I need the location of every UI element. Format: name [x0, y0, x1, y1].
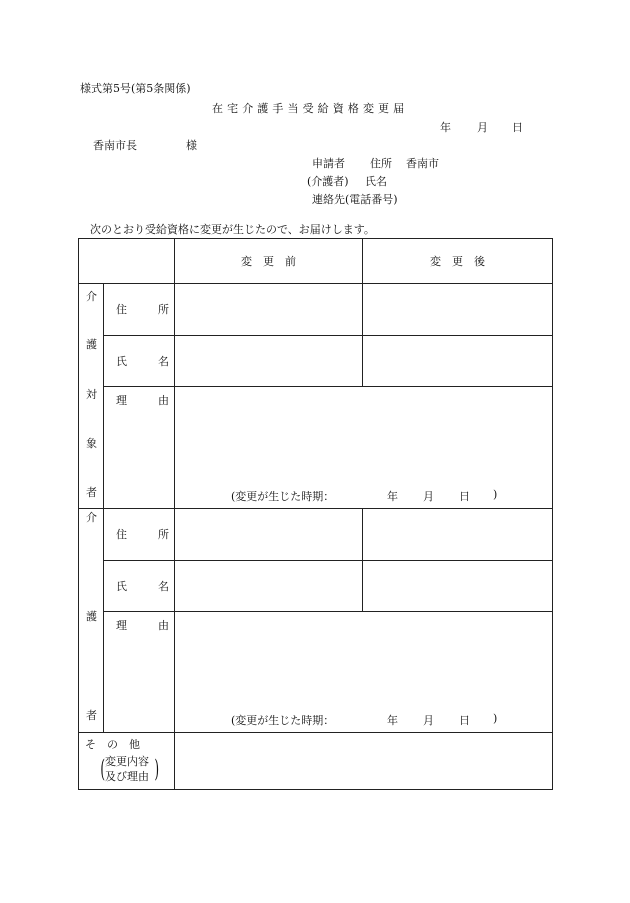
- form-number: 様式第5号(第5条関係): [80, 82, 191, 95]
- section2-address-row: [79, 509, 553, 561]
- change-time-close: ): [493, 488, 498, 501]
- address-label-cell: [104, 284, 175, 336]
- section2-char: 護: [86, 610, 97, 623]
- reason-field[interactable]: [175, 612, 553, 733]
- section1-char: 者: [86, 486, 97, 499]
- change-time-day: 日: [459, 490, 470, 503]
- notice-text: 次のとおり受給資格に変更が生じたので、お届けします。: [90, 223, 375, 236]
- form-title: 在 宅 介 護 手 当 受 給 資 格 変 更 届: [212, 102, 405, 115]
- name-after-field[interactable]: [363, 336, 553, 387]
- date-day: 日: [512, 121, 523, 134]
- address-label-char: 住: [116, 303, 127, 316]
- reason-label-cell: [104, 387, 175, 509]
- section2-reason-row: [79, 612, 553, 733]
- addressee-honorific: 様: [186, 139, 197, 152]
- header-before: 変 更 前: [175, 239, 363, 284]
- name-label-char: 名: [158, 580, 169, 593]
- addressee-name: 香南市長: [93, 139, 137, 152]
- name-label-cell: [104, 336, 175, 387]
- other-label-cell: [79, 733, 175, 790]
- address-label-char: 住: [116, 528, 127, 541]
- section1-char: 対: [86, 388, 97, 401]
- reason-field[interactable]: [175, 387, 553, 509]
- reason-label-char: 理: [116, 619, 127, 632]
- other-paren-left: (: [100, 755, 106, 783]
- address-value: 香南市: [406, 157, 439, 170]
- change-form-table: [78, 238, 553, 790]
- caregiver-label: (介護者): [307, 175, 349, 188]
- applicant-label: 申請者: [312, 157, 345, 170]
- other-row: [79, 733, 553, 790]
- name-label-char: 氏: [116, 580, 127, 593]
- header-row: [79, 239, 553, 284]
- change-time: [231, 488, 531, 503]
- date-month: 月: [477, 121, 488, 134]
- name-label-cell: [104, 561, 175, 612]
- section2-name-row: [79, 561, 553, 612]
- address-before-field[interactable]: [175, 284, 363, 336]
- address-label: 住所: [370, 157, 392, 170]
- section1-reason-row: [79, 387, 553, 509]
- section1-label-cell: [79, 284, 104, 509]
- contact-label: 連絡先(電話番号): [312, 193, 398, 206]
- name-before-field[interactable]: [175, 561, 363, 612]
- change-time-year: 年: [387, 714, 398, 727]
- section2-char: 者: [86, 709, 97, 722]
- change-time-label: (変更が生じた時期：: [231, 490, 335, 503]
- section1-char: 象: [86, 437, 97, 450]
- section2-char: 介: [86, 511, 97, 524]
- name-before-field[interactable]: [175, 336, 363, 387]
- other-field[interactable]: [175, 733, 553, 790]
- address-label-cell: [104, 509, 175, 561]
- change-time-month: 月: [423, 714, 434, 727]
- reason-label-char: 理: [116, 394, 127, 407]
- section2-label-cell: [79, 509, 104, 733]
- address-after-field[interactable]: [363, 284, 553, 336]
- change-time-label: (変更が生じた時期：: [231, 714, 335, 727]
- date-year: 年: [440, 121, 451, 134]
- address-label-char: 所: [158, 303, 169, 316]
- section1-name-row: [79, 336, 553, 387]
- other-paren-right: ): [154, 755, 160, 783]
- header-after: 変 更 後: [363, 239, 553, 284]
- change-time-close: ): [493, 712, 498, 725]
- section1-char: 護: [86, 338, 97, 351]
- change-time-year: 年: [387, 490, 398, 503]
- other-line1: 変更内容: [105, 755, 149, 768]
- name-after-field[interactable]: [363, 561, 553, 612]
- name-label: 氏名: [365, 175, 387, 188]
- address-before-field[interactable]: [175, 509, 363, 561]
- address-after-field[interactable]: [363, 509, 553, 561]
- section1-char: 介: [86, 290, 97, 303]
- header-blank-cell: [79, 239, 175, 284]
- name-label-char: 名: [158, 355, 169, 368]
- name-label-char: 氏: [116, 355, 127, 368]
- change-time-month: 月: [423, 490, 434, 503]
- other-line2: 及び理由: [105, 770, 149, 783]
- address-label-char: 所: [158, 528, 169, 541]
- section1-address-row: [79, 284, 553, 336]
- other-title: そ の 他: [85, 738, 140, 751]
- reason-label-char: 由: [158, 394, 169, 407]
- reason-label-char: 由: [158, 619, 169, 632]
- change-time: [231, 712, 531, 727]
- change-time-day: 日: [459, 714, 470, 727]
- reason-label-cell: [104, 612, 175, 733]
